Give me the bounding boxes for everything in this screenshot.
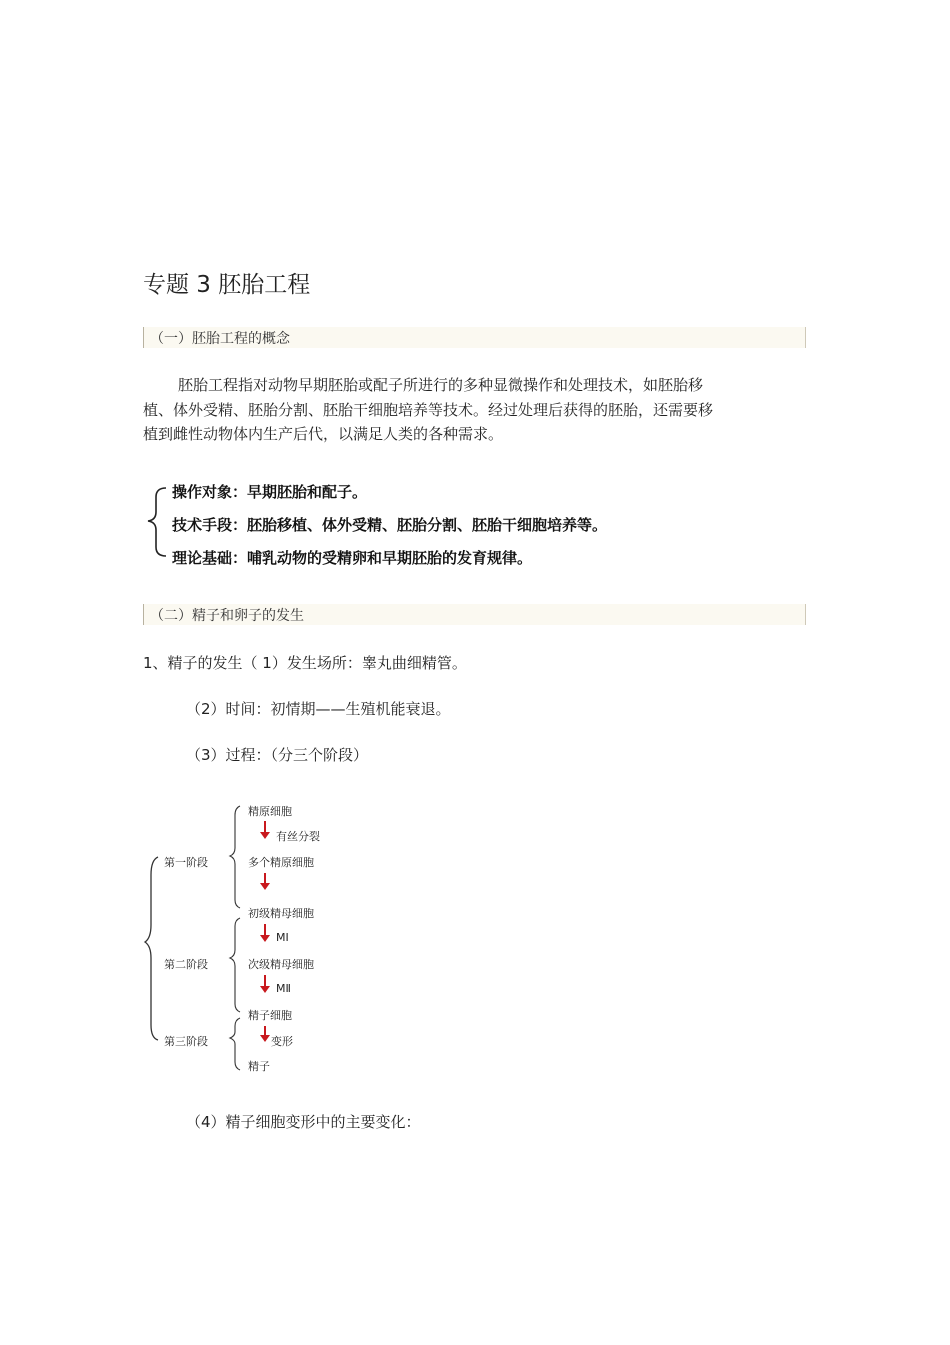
cell-secondary-spermatocyte: 次级精母细胞	[248, 958, 314, 971]
summary-brace	[148, 488, 166, 556]
sperm-line-2: （2）时间：初情期——生殖机能衰退。	[186, 700, 451, 718]
stage-label-2: 第二阶段	[164, 958, 208, 971]
intro-line-2: 植、体外受精、胚胎分割、胚胎干细胞培养等技术。经过处理后获得的胚胎，还需要移	[143, 401, 714, 419]
stage2-brace	[230, 918, 240, 1012]
summary-item-technique: 技术手段：胚胎移植、体外受精、胚胎分割、胚胎干细胞培养等。	[172, 516, 608, 534]
arrow-down-icon	[264, 975, 266, 987]
intro-line-3: 植到雌性动物体内生产后代，以满足人类的各种需求。	[143, 425, 504, 443]
summary-item-theory: 理论基础：哺乳动物的受精卵和早期胚胎的发育规律。	[172, 549, 533, 567]
cell-sperm: 精子	[248, 1060, 270, 1073]
arrow-label-mitosis: 有丝分裂	[276, 830, 320, 843]
page-title: 专题 3 胚胎工程	[143, 272, 311, 298]
arrow-down-icon	[264, 924, 266, 936]
cell-spermatogonium: 精原细胞	[248, 805, 292, 818]
section-heading-gametes	[143, 604, 806, 625]
stage3-brace	[230, 1018, 240, 1070]
arrow-down-icon	[264, 1026, 266, 1036]
arrow-down-icon	[264, 873, 266, 884]
sperm-line-3: （3）过程：（分三个阶段）	[186, 746, 369, 764]
cell-spermatid: 精子细胞	[248, 1009, 292, 1022]
summary-item-object: 操作对象：早期胚胎和配子。	[172, 483, 368, 501]
arrow-label-meiosis-1: MⅠ	[276, 931, 289, 944]
intro-line-1: 胚胎工程指对动物早期胚胎或配子所进行的多种显微操作和处理技术，如胚胎移	[178, 376, 704, 394]
cell-many-spermatogonia: 多个精原细胞	[248, 856, 314, 869]
arrow-label-transform: 变形	[271, 1035, 293, 1048]
stage1-brace	[230, 806, 240, 908]
sperm-line-4: （4）精子细胞变形中的主要变化：	[186, 1113, 421, 1131]
stage-label-1: 第一阶段	[164, 856, 208, 869]
stage-outer-brace	[145, 857, 158, 1040]
sperm-line-1: 1、精子的发生（ 1）发生场所：睾丸曲细精管。	[143, 654, 467, 672]
arrow-down-icon	[264, 821, 266, 833]
section-heading-text: （二）精子和卵子的发生	[150, 608, 304, 624]
cell-primary-spermatocyte: 初级精母细胞	[248, 907, 314, 920]
stage-label-3: 第三阶段	[164, 1035, 208, 1048]
section-heading-text: （一）胚胎工程的概念	[150, 331, 290, 347]
arrow-label-meiosis-2: MⅡ	[276, 982, 291, 995]
